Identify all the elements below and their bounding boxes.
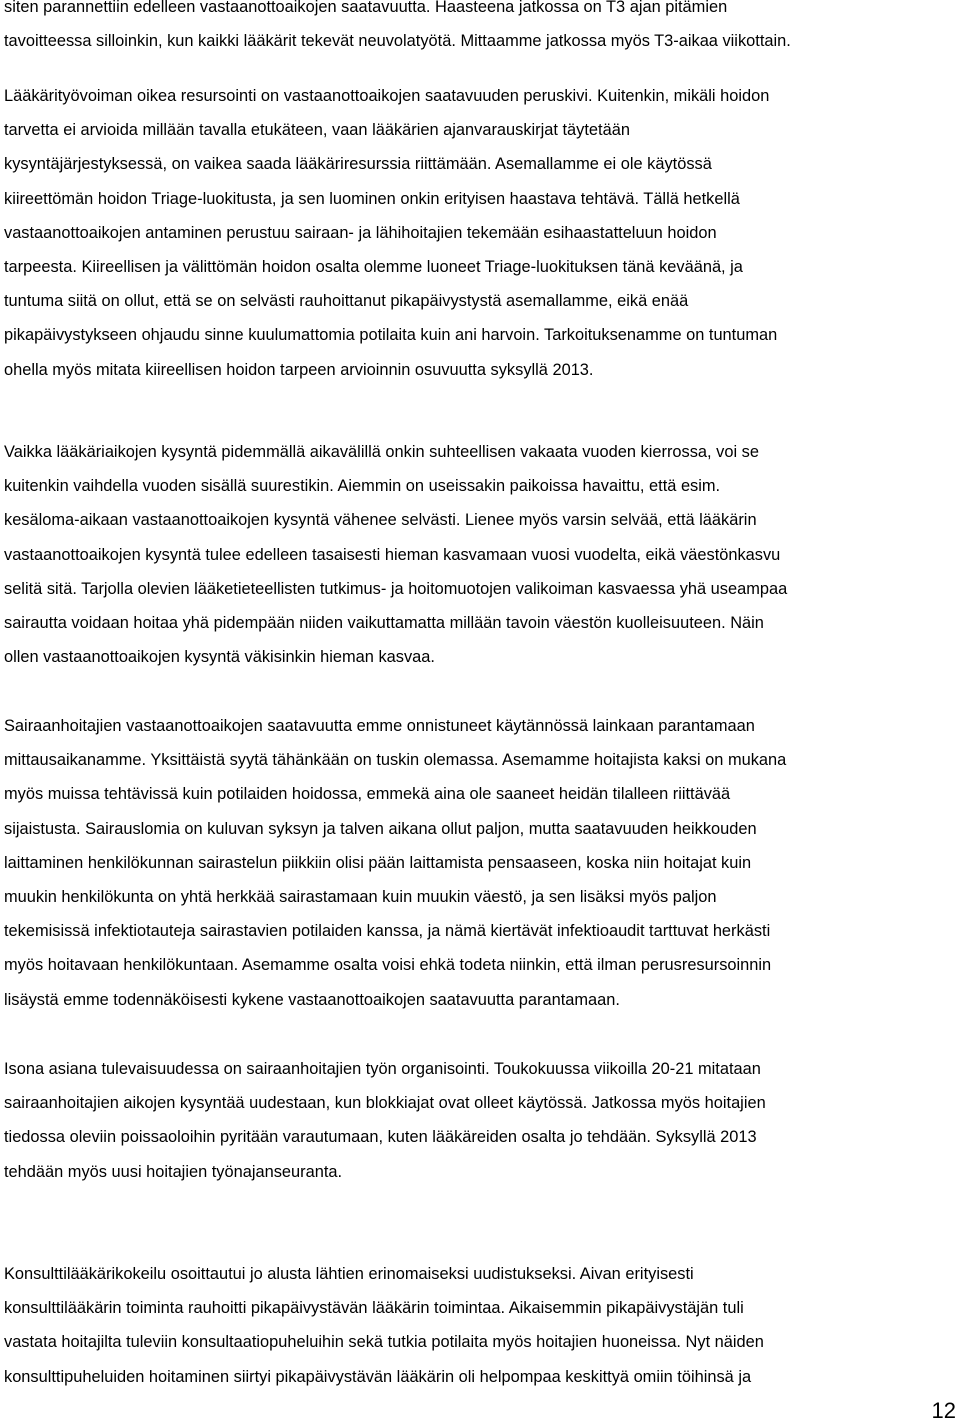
paragraph-demand-variation [4, 435, 787, 674]
text-line: ohella myös mitata kiireellisen hoidon tarpeen arvioinnin osuvuutta syksyllä 2013. [4, 360, 594, 379]
text-line: tarpeesta. Kiireellisen ja välittömän hoidon osalta olemme luoneet Triage-luokituksen tänä keväänä, ja [4, 257, 743, 276]
text-line: sairaanhoitajien aikojen kysyntää uudestaan, kun blokkiajat ovat olleet käytössä. Jatkossa myös hoitajien [4, 1094, 766, 1113]
text-line: vastata hoitajilta tuleviin konsultaatiopuheluihin sekä tutkia potilaita myös hoitajien huoneissa. Nyt näiden [4, 1333, 764, 1352]
text-line: myös hoitavaan henkilökuntaan. Asemamme osalta voisi ehkä todeta niinkin, että ilman perusresursoinnin [4, 956, 772, 975]
text-line: ollen vastaanottoaikojen kysyntä väkisinkin hieman kasvaa. [4, 648, 435, 667]
text-line: konsulttipuheluiden hoitaminen siirtyi pikapäivystävän lääkärin oli helpompaa keskittyä omiin töihinsä ja [4, 1367, 752, 1386]
text-line: kuitenkin vaihdella vuoden sisällä suurestikin. Aiemmin on useissakin paikoissa havaittu, että esim. [4, 477, 721, 496]
text-line: selitä sitä. Tarjolla olevien lääketieteellisten tutkimus- ja hoitomuotojen valikoiman kasvaessa yhä useampaa [4, 579, 788, 598]
text-line: Konsulttilääkärikokeilu osoittautui jo alusta lähtien erinomaiseksi uudistukseksi. Aivan erityisesti [4, 1265, 694, 1283]
text-line: kiireettömän hoidon Triage-luokitusta, ja sen luominen onkin erityisen haastava tehtävä. Tällä hetkellä [4, 189, 740, 208]
page-number: 12 [931, 1398, 956, 1423]
text-line: lisäystä emme todennäköisesti kykene vastaanottoaikojen saatavuutta parantamaan. [4, 990, 620, 1009]
text-line: Sairaanhoitajien vastaanottoaikojen saatavuutta emme onnistuneet käytännössä lainkaan parantamaan [4, 717, 755, 735]
text-line: Lääkärityövoiman oikea resursointi on vastaanottoaikojen saatavuuden peruskivi. Kuitenkin, mikäli hoidon [4, 87, 770, 105]
text-line: mittausaikanamme. Yksittäistä syytä tähänkään on tuskin olemassa. Asemamme hoitajista kaksi on mukana [4, 751, 787, 770]
text-line: kysyntäjärjestyksessä, on vaikea saada lääkäriresurssia riittämään. Asemallamme ei ole käytössä [4, 155, 712, 174]
text-line: kesäloma-aikaan vastaanottoaikojen kysyntä vähenee selvästi. Lienee myös varsin selvää, että lääkärin [4, 511, 757, 530]
paragraph-intro-continuation [4, 0, 791, 58]
text-line: laittaminen henkilökunnan sairastelun piikkiin olisi pään laittamista pensaaseen, koska niin hoitajat kuin [4, 853, 752, 872]
text-line: tehdään myös uusi hoitajien työnajanseuranta. [4, 1162, 343, 1181]
text-line: pikapäivystykseen ohjaudu sinne kuulumattomia potilaita kuin ani harvoin. Tarkoituksenamme on tuntuman [4, 326, 778, 345]
paragraph-nurse-availability [4, 709, 786, 1017]
text-line: vastaanottoaikojen kysyntä tulee edelleen tasaisesti hieman kasvamaan vuosi vuodelta, eikä väestönkasvu [4, 545, 781, 564]
text-line: konsulttilääkärin toiminta rauhoitti pikapäivystävän lääkärin toimintaa. Aikaisemmin pikapäivystäjän tuli [4, 1299, 744, 1318]
text-line: tekemisissä infektiotauteja sairastavien potilaiden kanssa, ja nämä kiertävät infektioaudit tarttuvat herkästi [4, 922, 771, 941]
paragraph-nurse-organization [4, 1052, 766, 1189]
text-line: tavoitteessa silloinkin, kun kaikki lääkärit tekevät neuvolatyötä. Mittaamme jatkossa myös T3-aikaa viikottain. [4, 32, 791, 51]
paragraph-doctor-resourcing [4, 79, 777, 387]
text-line: siten parannettiin edelleen vastaanottoaikojen saatavuutta. Haasteena jatkossa on T3 ajan pitämien [4, 0, 728, 16]
text-line: vastaanottoaikojen antaminen perustuu sairaan- ja lähihoitajien tekemään esihaastatteluun hoidon [4, 223, 717, 242]
text-line: tuntuma siitä on ollut, että se on selvästi rauhoittanut pikapäivystystä asemallamme, eikä enää [4, 292, 689, 311]
text-line: muukin henkilökunta on yhtä herkkää sairastamaan kuin muukin väestö, ja sen lisäksi myös paljon [4, 887, 717, 906]
text-line: sairautta voidaan hoitaa yhä pidempään niiden vaikuttamatta millään tavoin väestön kuolleisuuteen. Näin [4, 613, 764, 632]
text-line: myös muissa tehtävissä kuin potilaiden hoidossa, emmekä aina ole saaneet heidän tilalleen riittävää [4, 785, 731, 804]
text-line: Isona asiana tulevaisuudessa on sairaanhoitajien työn organisointi. Toukokuussa viikoilla 20-21 mitataan [4, 1060, 761, 1078]
paragraph-consultant-doctor [4, 1257, 764, 1394]
text-line: tarvetta ei arvioida millään tavalla etukäteen, vaan lääkärien ajanvarauskirjat täytetään [4, 121, 630, 140]
text-line: tiedossa oleviin poissaoloihin pyritään varautumaan, kuten lääkäreiden osalta jo tehdään. Syksyllä 2013 [4, 1128, 757, 1147]
text-line: sijaistusta. Sairauslomia on kuluvan syksyn ja talven aikana ollut paljon, mutta saatavuuden heikkouden [4, 819, 757, 838]
text-line: Vaikka lääkäriaikojen kysyntä pidemmällä aikavälillä onkin suhteellisen vakaata vuoden kierrossa, voi se [4, 443, 759, 461]
